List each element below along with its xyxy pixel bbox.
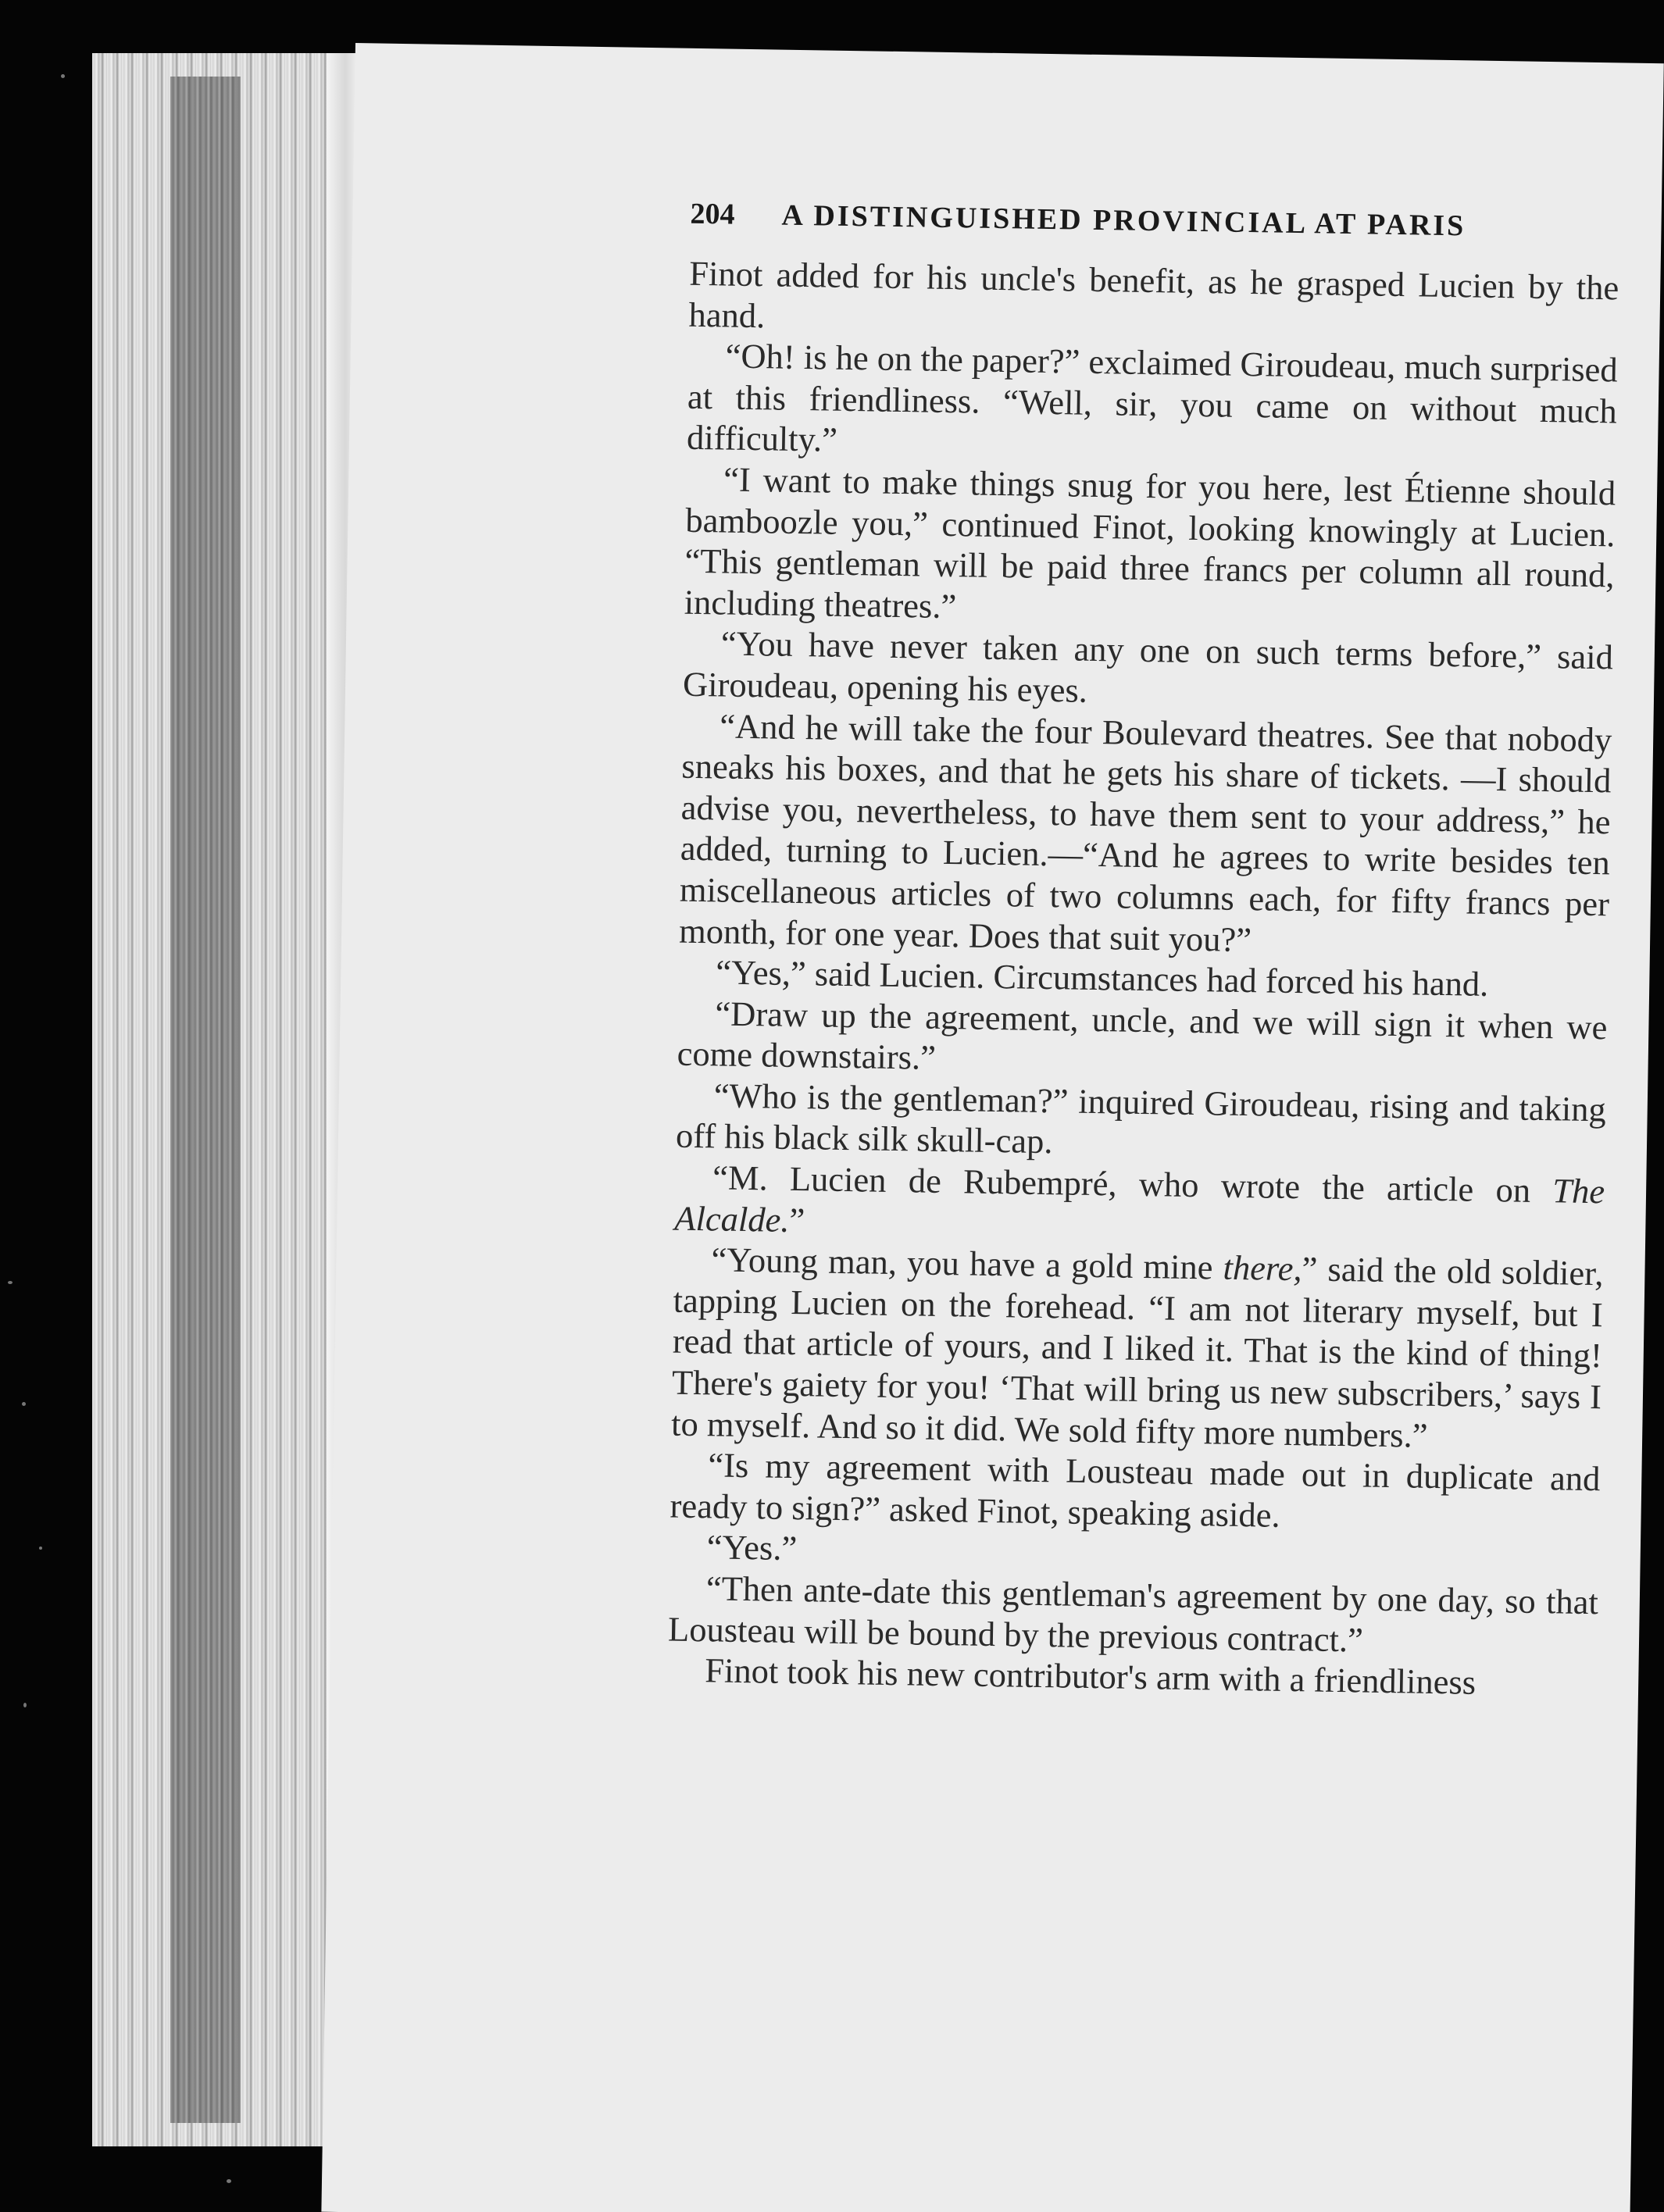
scan-speck bbox=[227, 2179, 231, 2183]
paragraph-text: “Yes.” bbox=[706, 1527, 798, 1568]
paragraph bbox=[668, 1568, 1599, 1664]
paragraph-text: “Who is the gentleman?” inquired Giroudeau, rising and taking off his black silk skull-cap. bbox=[675, 1076, 1607, 1161]
paragraph-text: “Oh! is he on the paper?” exclaimed Giroudeau, much surprised at this friendliness. “Well, sir, you came on without much difficulty.” bbox=[686, 336, 1619, 460]
paragraph bbox=[684, 458, 1616, 637]
paragraph-text: “I want to make things snug for you here, lest Étienne should bamboozle you,” continued Finot, looking knowingly at Lucien. “This gentleman will be paid three francs per column all round, including theatres.” bbox=[684, 459, 1616, 626]
running-head bbox=[690, 197, 1597, 245]
paragraph-text: “Young man, you have a gold mine bbox=[711, 1240, 1224, 1287]
italic-text: there, bbox=[1223, 1247, 1302, 1289]
page-edges-stack bbox=[92, 53, 358, 2146]
paragraph bbox=[677, 992, 1608, 1089]
scan-speck bbox=[22, 1402, 26, 1406]
paragraph-text: Finot took his new contributor's arm with a friendliness bbox=[704, 1650, 1477, 1702]
scan-speck bbox=[39, 1547, 42, 1550]
paragraph-text: “Yes,” said Lucien. Circumstances had forced his hand. bbox=[715, 952, 1489, 1004]
paragraph-text: “And he will take the four Boulevard theatres. See that nobody sneaks his boxes, and that he gets his share of tickets. —I should advise you, nevertheless, to have them sent to your address,” he added, turning to Lucien.—“And he agrees to write besides ten miscellaneous articles of two columns each, for fifty francs per month, for one year. Does that suit you?” bbox=[678, 705, 1612, 959]
printed-page bbox=[321, 43, 1663, 2212]
paragraph bbox=[674, 1157, 1605, 1254]
paragraph bbox=[676, 1074, 1607, 1171]
paragraph-text: Finot added for his uncle's benefit, as he grasped Lucien by the hand. bbox=[688, 253, 1619, 335]
scan-speck bbox=[8, 1281, 12, 1284]
paragraph-text: ” bbox=[789, 1200, 805, 1240]
paragraph bbox=[671, 1239, 1604, 1459]
page-number: 204 bbox=[690, 197, 735, 231]
paragraph bbox=[683, 623, 1614, 719]
scan-speck bbox=[23, 1703, 27, 1707]
italic-text: The Alcalde. bbox=[674, 1171, 1605, 1240]
body-text bbox=[667, 253, 1619, 1705]
paragraph-text: “Is my agreement with Lousteau made out in duplicate and ready to sign?” asked Finot, speaking aside. bbox=[670, 1445, 1601, 1535]
paragraph-text: “You have never taken any one on such terms before,” said Giroudeau, opening his eyes. bbox=[682, 623, 1614, 710]
paragraph-text: “M. Lucien de Rubempré, who wrote the article on bbox=[712, 1158, 1553, 1211]
scan-speck bbox=[61, 74, 65, 78]
paragraph-text: ” said the old soldier, tapping Lucien on the forehead. “I am not literary myself, but I read that article of yours, and I liked it. That is the kind of thing! There's gaiety for you! ‘That will bring us new subscribers,’ says I to myself. And so it did. We sold fifty more numbers.” bbox=[670, 1249, 1604, 1455]
paragraph-text: “Draw up the agreement, uncle, and we will sign it when we come downstairs.” bbox=[677, 994, 1608, 1078]
paragraph bbox=[670, 1444, 1601, 1541]
paragraph bbox=[688, 253, 1619, 350]
running-head-title: A DISTINGUISHED PROVINCIAL AT PARIS bbox=[781, 198, 1466, 243]
paragraph bbox=[679, 705, 1612, 965]
paragraph bbox=[687, 335, 1618, 473]
paragraph-text: “Then ante-date this gentleman's agreement by one day, so that Lousteau will be bound by the previous contract.” bbox=[667, 1568, 1599, 1660]
